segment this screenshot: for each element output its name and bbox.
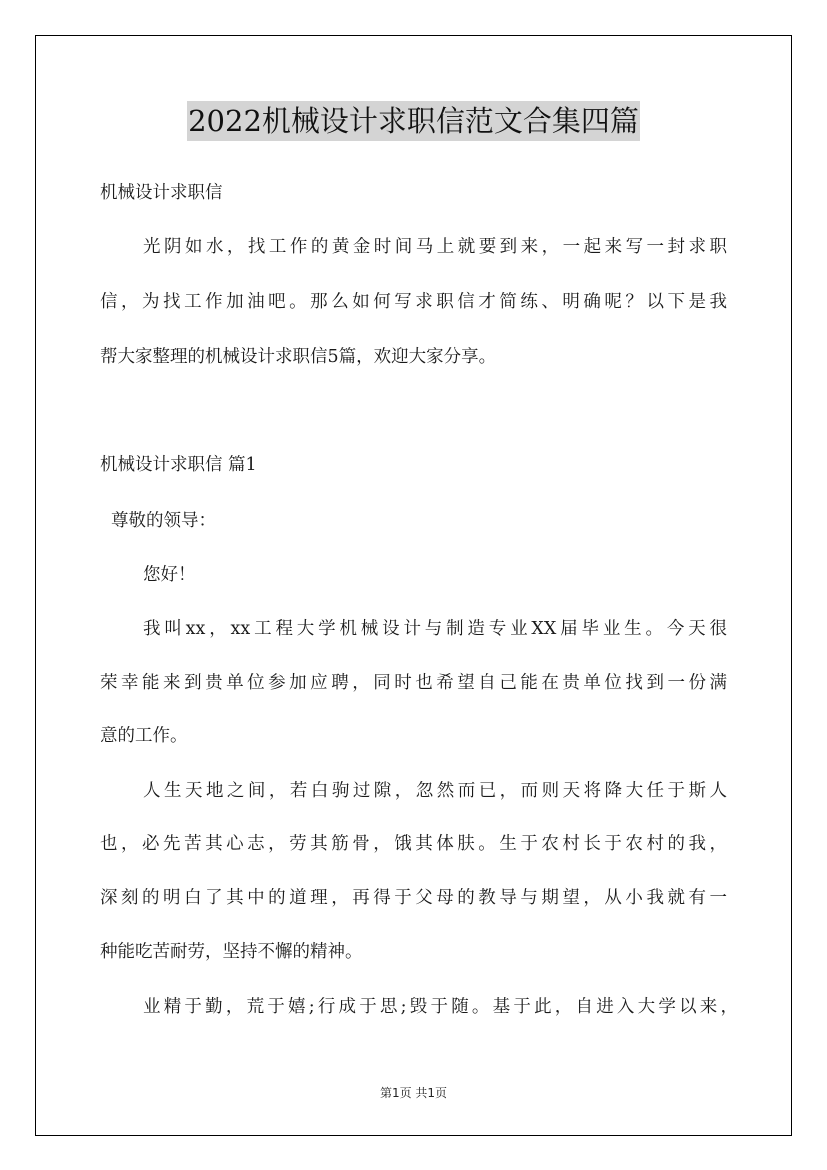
section-heading: 机械设计求职信 篇1	[100, 455, 257, 475]
paragraph-line: 信，为找工作加油吧。那么如何写求职信才简练、明确呢？以下是我	[100, 292, 727, 312]
page-footer: 第1页 共1页	[379, 1086, 448, 1100]
paragraph-line: 我叫xx，xx工程大学机械设计与制造专业XX届毕业生。今天很	[143, 619, 727, 639]
paragraph-line: 光阴如水，找工作的黄金时间马上就要到来，一起来写一封求职	[143, 237, 727, 257]
paragraph-line: 也，必先苦其心志，劳其筋骨，饿其体肤。生于农村长于农村的我，	[100, 834, 727, 854]
greeting: 您好！	[143, 565, 196, 585]
paragraph-line: 深刻的明白了其中的道理，再得于父母的教导与期望，从小我就有一	[100, 888, 727, 908]
paragraph-line: 帮大家整理的机械设计求职信5篇，欢迎大家分享。	[100, 347, 497, 367]
paragraph-line: 种能吃苦耐劳，坚持不懈的精神。	[100, 942, 363, 962]
paragraph-line: 业精于勤，荒于嬉;行成于思;毁于随。基于此，自进入大学以来，	[143, 997, 738, 1017]
paragraph-line: 意的工作。	[100, 726, 188, 746]
paragraph-line: 荣幸能来到贵单位参加应聘，同时也希望自己能在贵单位找到一份满	[100, 673, 727, 693]
paragraph-line: 人生天地之间，若白驹过隙，忽然而已，而则天将降大任于斯人	[143, 781, 727, 801]
title-container	[0, 101, 827, 141]
section-heading: 机械设计求职信	[100, 183, 223, 203]
salutation: 尊敬的领导：	[111, 511, 216, 531]
document-title: 2022机械设计求职信范文合集四篇	[187, 101, 640, 141]
